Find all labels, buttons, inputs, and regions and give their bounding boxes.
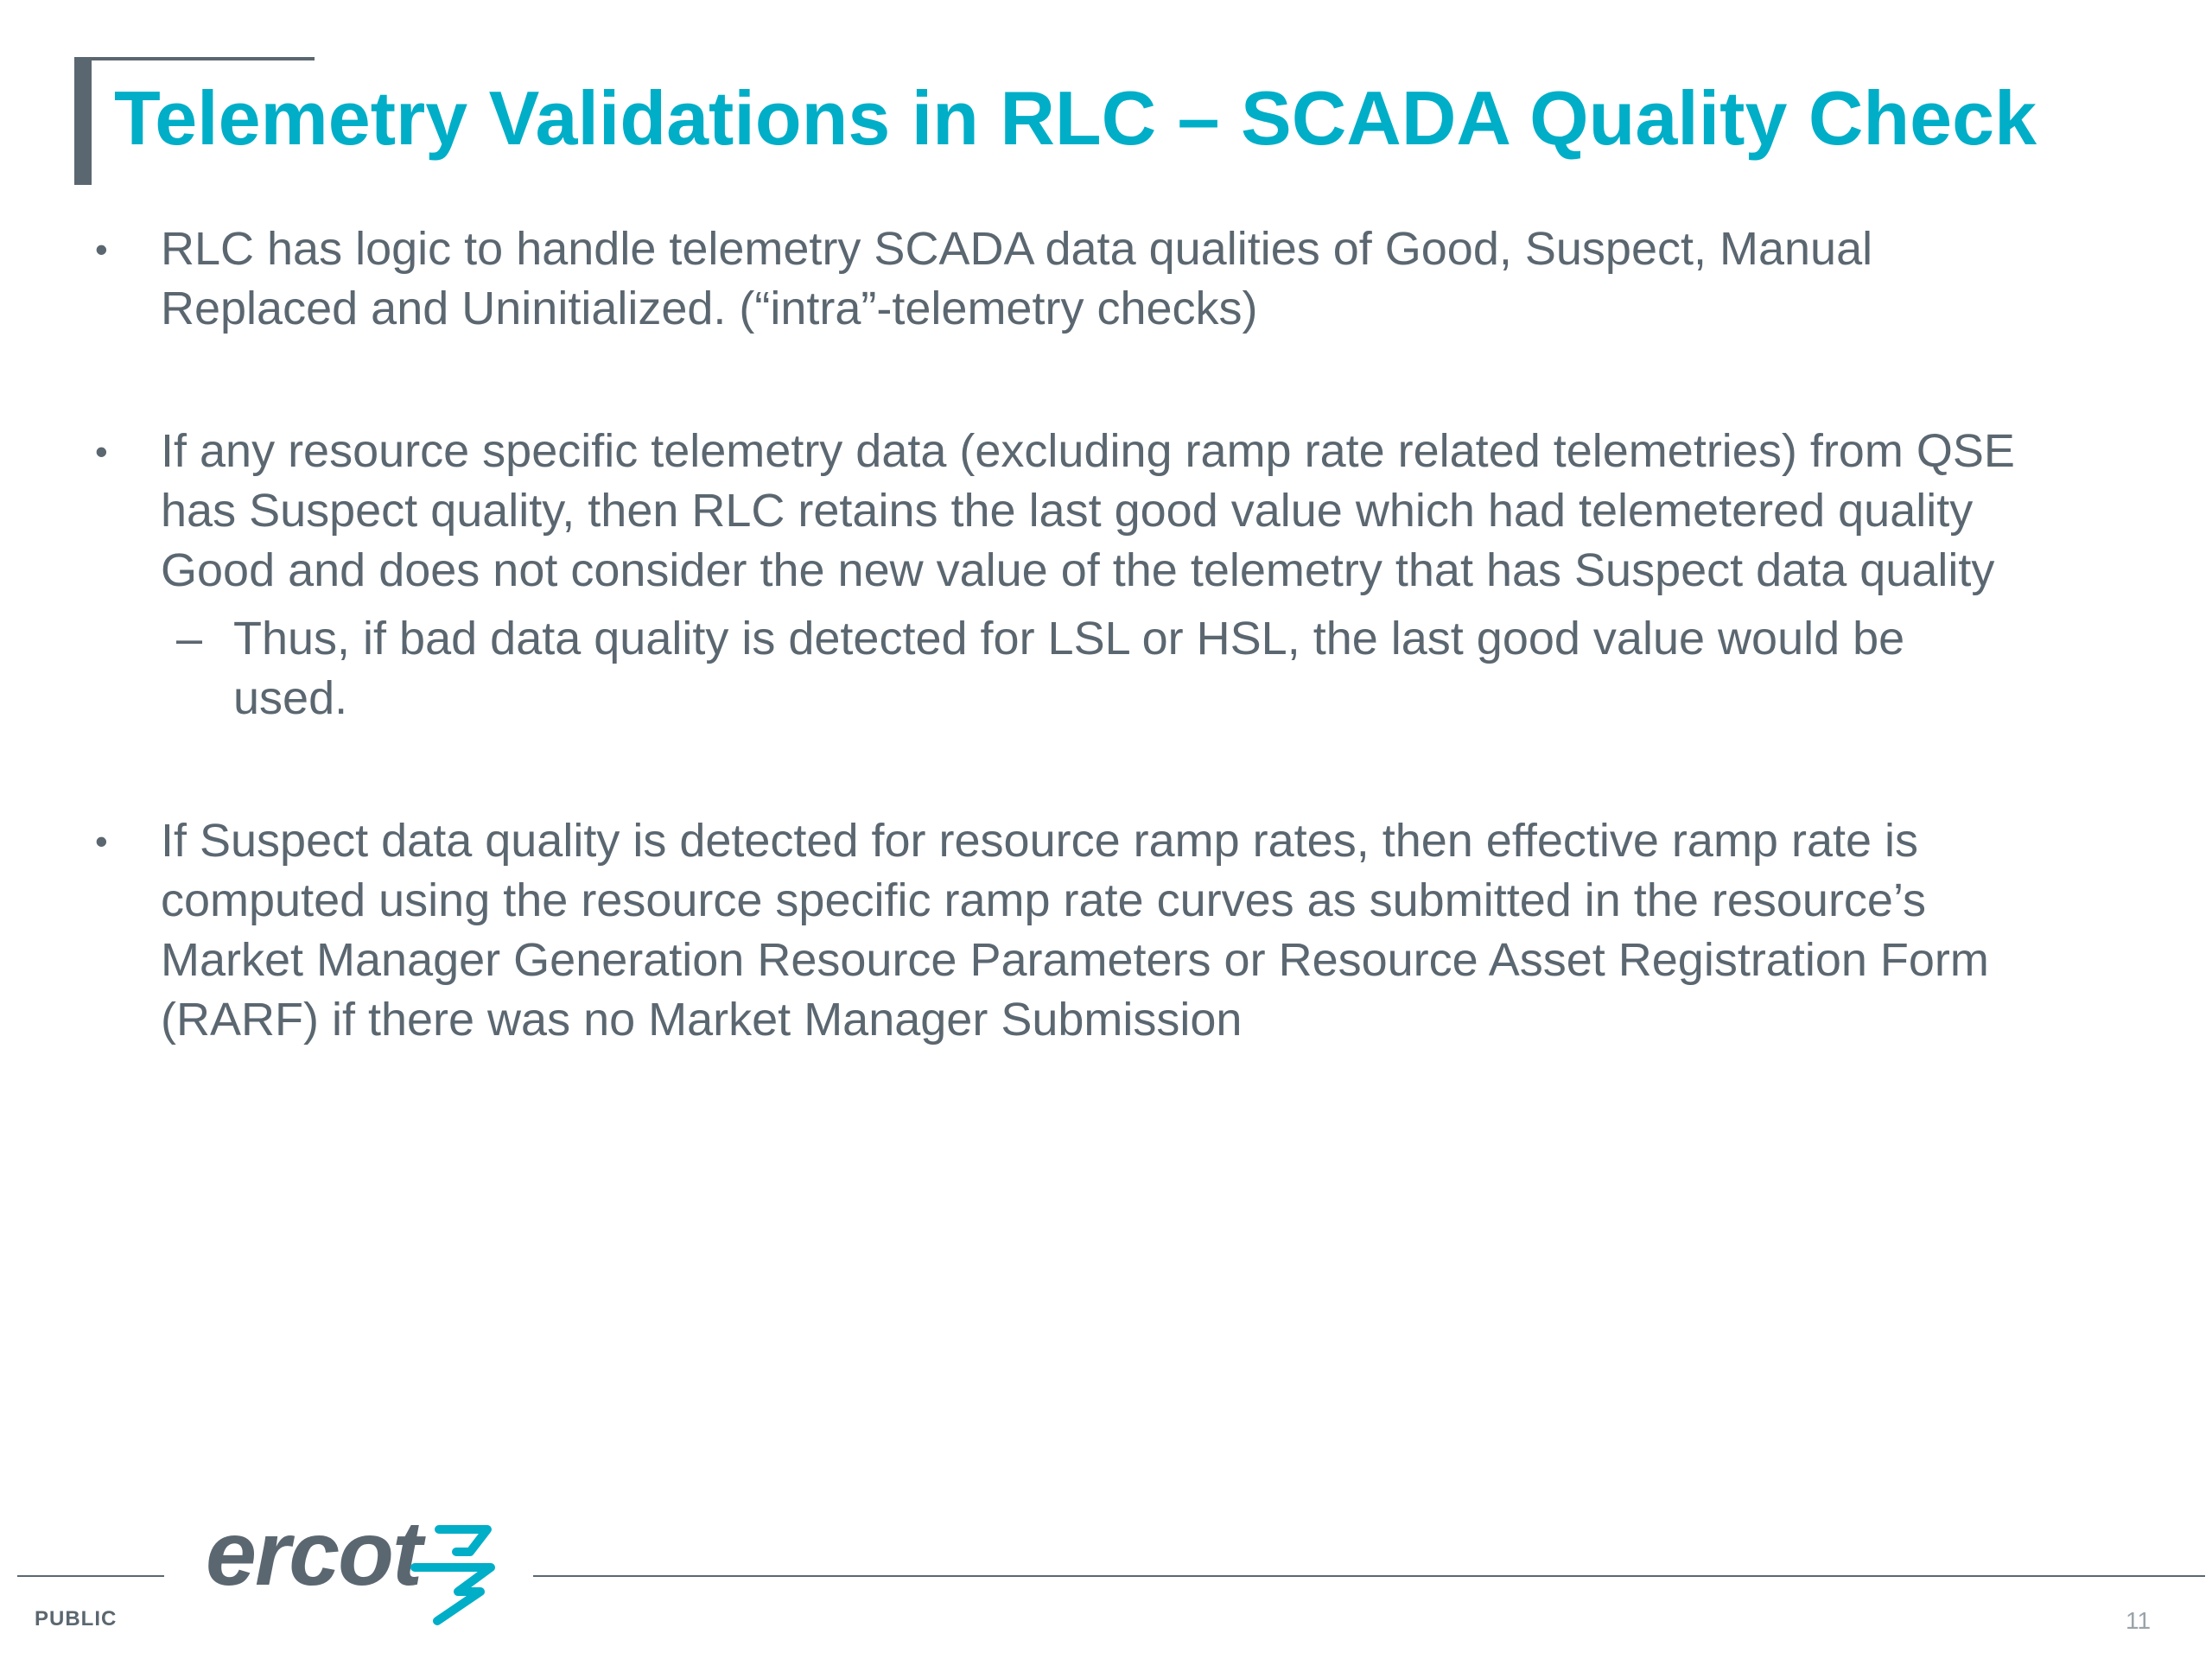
bullet-line: Market Manager Generation Resource Parameters or Resource Asset Registration Form [161, 934, 1989, 986]
sub-bullet-line: used. [233, 672, 348, 724]
sub-bullet-marker: – [176, 613, 203, 664]
bullet-marker: • [95, 821, 108, 861]
bullet-line: RLC has logic to handle telemetry SCADA data qualities of Good, Suspect, Manual [161, 223, 1873, 275]
slide-content [86, 219, 2143, 1050]
footer-divider-right [533, 1575, 2205, 1577]
bullet-item-1 [86, 219, 2143, 339]
bullet-marker: • [95, 431, 108, 472]
bullet-marker: • [95, 229, 108, 270]
bullet-line: (RARF) if there was no Market Manager Submission [161, 994, 1243, 1046]
bullet-item-2 [86, 422, 2143, 601]
bullet-line: has Suspect quality, then RLC retains the last good value which had telemetered quality [161, 485, 1974, 537]
bullet-line: If Suspect data quality is detected for resource ramp rates, then effective ramp rate is [161, 815, 1919, 867]
slide-title: Telemetry Validations in RLC – SCADA Quality Check [114, 75, 2037, 161]
sub-bullet-item [86, 609, 2143, 728]
ercot-logo-text: ercot [206, 1503, 422, 1605]
bullet-line: If any resource specific telemetry data (excluding ramp rate related telemetries) from QSE [161, 425, 2015, 477]
page-number: 11 [2126, 1607, 2152, 1634]
title-accent-rule [74, 57, 315, 60]
ercot-logo-icon [404, 1522, 499, 1628]
bullet-item-3 [86, 811, 2143, 1050]
bullet-line: Good and does not consider the new value of the telemetry that has Suspect data quality [161, 544, 1995, 596]
title-accent-bar [74, 57, 92, 185]
footer-divider-left [17, 1575, 164, 1577]
bullet-line: Replaced and Uninitialized. (“intra”-telemetry checks) [161, 283, 1258, 334]
sub-bullet-line: Thus, if bad data quality is detected for LSL or HSL, the last good value would be [233, 613, 1905, 664]
bullet-line: computed using the resource specific ramp rate curves as submitted in the resource’s [161, 874, 1926, 926]
classification-label: PUBLIC [35, 1607, 118, 1630]
